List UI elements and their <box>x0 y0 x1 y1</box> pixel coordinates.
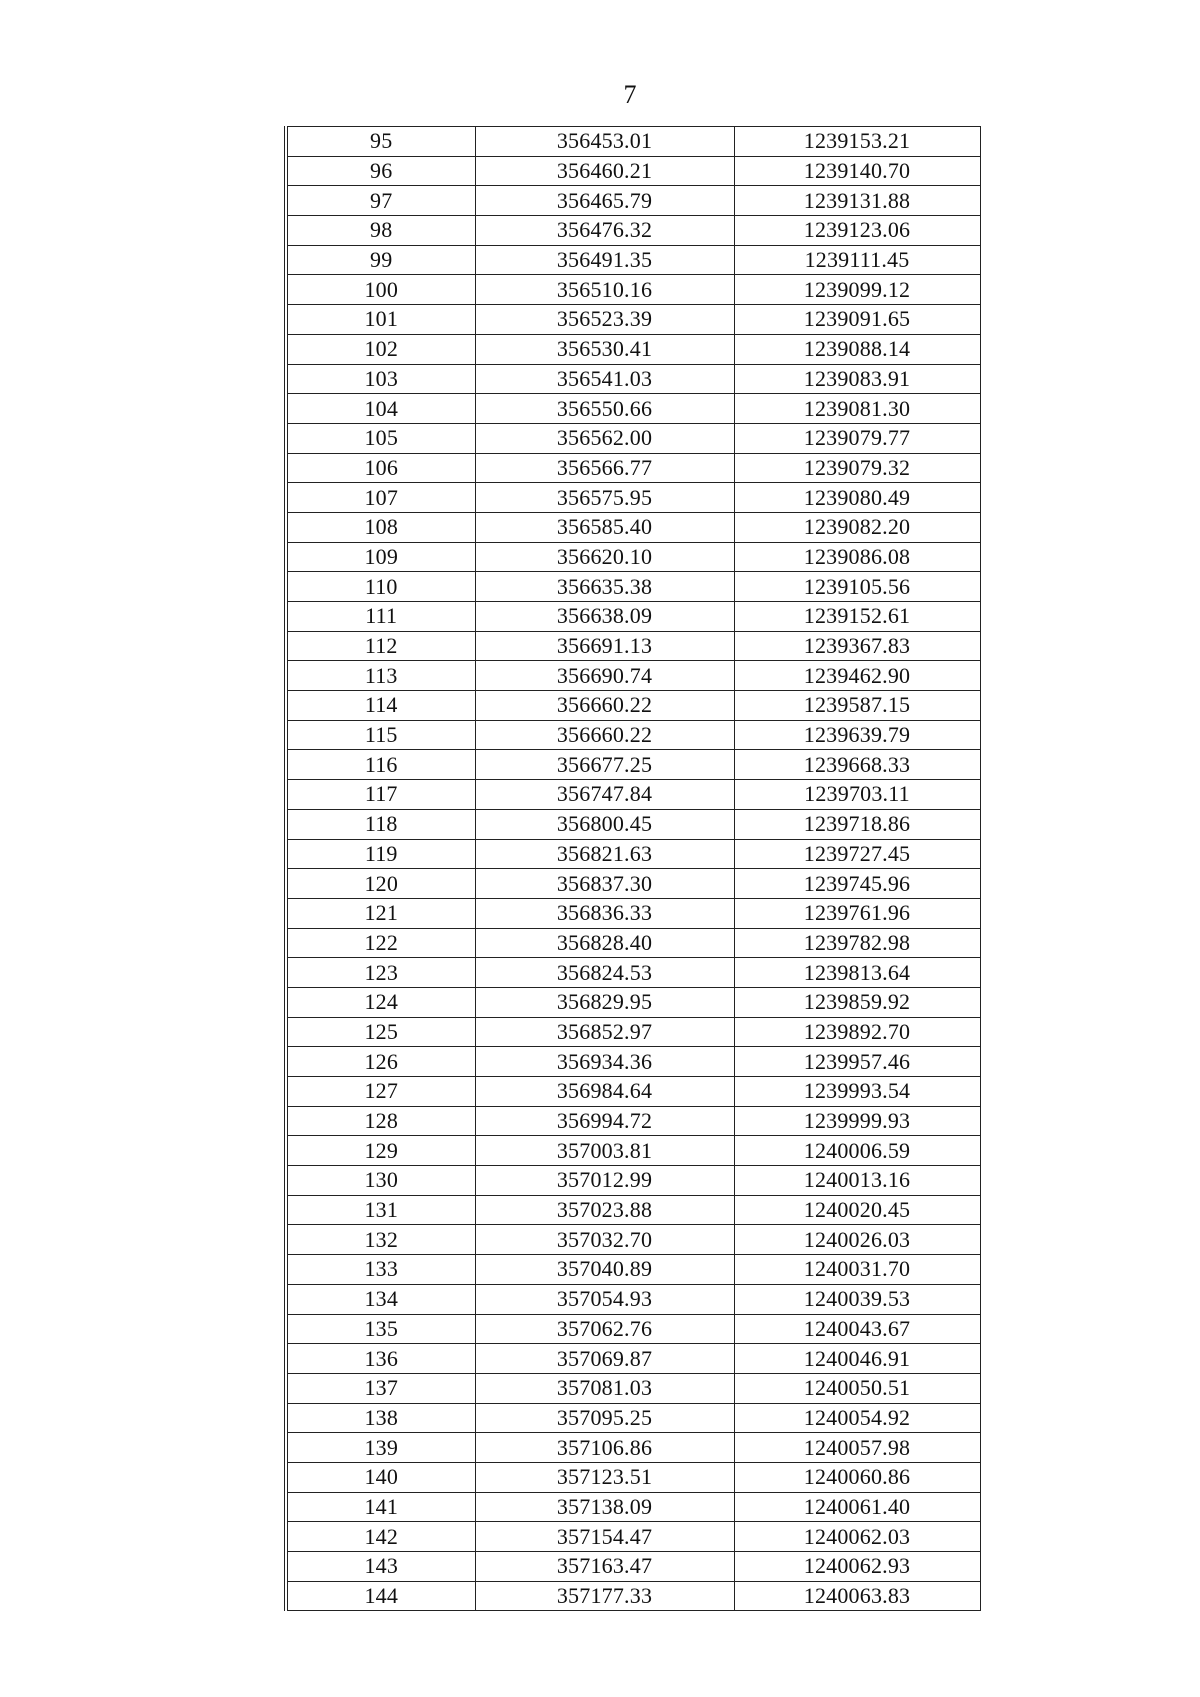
y-coordinate-cell: 1239999.93 <box>734 1106 980 1136</box>
table-row <box>286 1552 980 1582</box>
point-number-cell: 110 <box>286 572 475 602</box>
x-coordinate-cell: 356460.21 <box>475 156 734 186</box>
y-coordinate-cell: 1240063.83 <box>734 1581 980 1611</box>
y-coordinate-cell: 1239152.61 <box>734 602 980 632</box>
table-row <box>286 1047 980 1077</box>
y-coordinate-cell: 1240062.03 <box>734 1522 980 1552</box>
point-number-cell: 119 <box>286 839 475 869</box>
table-row <box>286 1195 980 1225</box>
y-coordinate-cell: 1240046.91 <box>734 1344 980 1374</box>
point-number-cell: 122 <box>286 928 475 958</box>
table-row <box>286 186 980 216</box>
table-row <box>286 839 980 869</box>
y-coordinate-cell: 1239153.21 <box>734 127 980 157</box>
table-row <box>286 1433 980 1463</box>
table-row <box>286 156 980 186</box>
point-number-cell: 101 <box>286 305 475 335</box>
y-coordinate-cell: 1240031.70 <box>734 1255 980 1285</box>
y-coordinate-cell: 1239993.54 <box>734 1077 980 1107</box>
x-coordinate-cell: 356541.03 <box>475 364 734 394</box>
point-number-cell: 97 <box>286 186 475 216</box>
x-coordinate-cell: 356465.79 <box>475 186 734 216</box>
table-row <box>286 631 980 661</box>
x-coordinate-cell: 356677.25 <box>475 750 734 780</box>
x-coordinate-cell: 356829.95 <box>475 987 734 1017</box>
x-coordinate-cell: 356994.72 <box>475 1106 734 1136</box>
point-number-cell: 99 <box>286 245 475 275</box>
x-coordinate-cell: 356635.38 <box>475 572 734 602</box>
y-coordinate-cell: 1239083.91 <box>734 364 980 394</box>
y-coordinate-cell: 1239079.32 <box>734 453 980 483</box>
table-row <box>286 1077 980 1107</box>
point-number-cell: 140 <box>286 1462 475 1492</box>
x-coordinate-cell: 356530.41 <box>475 334 734 364</box>
point-number-cell: 118 <box>286 809 475 839</box>
point-number-cell: 113 <box>286 661 475 691</box>
point-number-cell: 123 <box>286 958 475 988</box>
y-coordinate-cell: 1239079.77 <box>734 423 980 453</box>
x-coordinate-cell: 357069.87 <box>475 1344 734 1374</box>
x-coordinate-cell: 356585.40 <box>475 512 734 542</box>
table-row <box>286 602 980 632</box>
table-row <box>286 572 980 602</box>
table-row <box>286 483 980 513</box>
point-number-cell: 103 <box>286 364 475 394</box>
y-coordinate-cell: 1239088.14 <box>734 334 980 364</box>
x-coordinate-cell: 356824.53 <box>475 958 734 988</box>
point-number-cell: 106 <box>286 453 475 483</box>
table-row <box>286 1166 980 1196</box>
point-number-cell: 135 <box>286 1314 475 1344</box>
table-row <box>286 1106 980 1136</box>
y-coordinate-cell: 1239082.20 <box>734 512 980 542</box>
y-coordinate-cell: 1239086.08 <box>734 542 980 572</box>
point-number-cell: 126 <box>286 1047 475 1077</box>
point-number-cell: 120 <box>286 869 475 899</box>
table-row <box>286 216 980 246</box>
point-number-cell: 136 <box>286 1344 475 1374</box>
page-number: 7 <box>623 80 637 109</box>
x-coordinate-cell: 357054.93 <box>475 1284 734 1314</box>
point-number-cell: 102 <box>286 334 475 364</box>
point-number-cell: 104 <box>286 394 475 424</box>
table-row <box>286 334 980 364</box>
y-coordinate-cell: 1239587.15 <box>734 691 980 721</box>
y-coordinate-cell: 1240020.45 <box>734 1195 980 1225</box>
x-coordinate-cell: 357023.88 <box>475 1195 734 1225</box>
x-coordinate-cell: 356837.30 <box>475 869 734 899</box>
x-coordinate-cell: 356934.36 <box>475 1047 734 1077</box>
point-number-cell: 115 <box>286 720 475 750</box>
y-coordinate-cell: 1240006.59 <box>734 1136 980 1166</box>
x-coordinate-cell: 356550.66 <box>475 394 734 424</box>
table-row <box>286 245 980 275</box>
y-coordinate-cell: 1240054.92 <box>734 1403 980 1433</box>
y-coordinate-cell: 1239105.56 <box>734 572 980 602</box>
y-coordinate-cell: 1239745.96 <box>734 869 980 899</box>
table-row <box>286 1017 980 1047</box>
x-coordinate-cell: 356638.09 <box>475 602 734 632</box>
x-coordinate-cell: 356562.00 <box>475 423 734 453</box>
table-row <box>286 1284 980 1314</box>
x-coordinate-cell: 356660.22 <box>475 691 734 721</box>
y-coordinate-cell: 1239462.90 <box>734 661 980 691</box>
point-number-cell: 142 <box>286 1522 475 1552</box>
point-number-cell: 137 <box>286 1373 475 1403</box>
y-coordinate-cell: 1240039.53 <box>734 1284 980 1314</box>
table-row <box>286 720 980 750</box>
point-number-cell: 139 <box>286 1433 475 1463</box>
point-number-cell: 116 <box>286 750 475 780</box>
table-row <box>286 364 980 394</box>
point-number-cell: 144 <box>286 1581 475 1611</box>
x-coordinate-cell: 356491.35 <box>475 245 734 275</box>
point-number-cell: 112 <box>286 631 475 661</box>
x-coordinate-cell: 356476.32 <box>475 216 734 246</box>
point-number-cell: 124 <box>286 987 475 1017</box>
point-number-cell: 129 <box>286 1136 475 1166</box>
y-coordinate-cell: 1239367.83 <box>734 631 980 661</box>
y-coordinate-cell: 1239111.45 <box>734 245 980 275</box>
table-row <box>286 958 980 988</box>
point-number-cell: 95 <box>286 127 475 157</box>
point-number-cell: 141 <box>286 1492 475 1522</box>
y-coordinate-cell: 1239727.45 <box>734 839 980 869</box>
y-coordinate-cell: 1240043.67 <box>734 1314 980 1344</box>
point-number-cell: 108 <box>286 512 475 542</box>
y-coordinate-cell: 1239081.30 <box>734 394 980 424</box>
table-row <box>286 127 980 157</box>
point-number-cell: 134 <box>286 1284 475 1314</box>
x-coordinate-cell: 356852.97 <box>475 1017 734 1047</box>
y-coordinate-cell: 1239091.65 <box>734 305 980 335</box>
table-row <box>286 1522 980 1552</box>
y-coordinate-cell: 1239782.98 <box>734 928 980 958</box>
x-coordinate-cell: 357081.03 <box>475 1373 734 1403</box>
table-row <box>286 542 980 572</box>
x-coordinate-cell: 356453.01 <box>475 127 734 157</box>
y-coordinate-cell: 1239718.86 <box>734 809 980 839</box>
x-coordinate-cell: 356690.74 <box>475 661 734 691</box>
point-number-cell: 121 <box>286 898 475 928</box>
table-row <box>286 987 980 1017</box>
x-coordinate-cell: 356821.63 <box>475 839 734 869</box>
table-row <box>286 275 980 305</box>
table-row <box>286 1373 980 1403</box>
table-row <box>286 661 980 691</box>
x-coordinate-cell: 356566.77 <box>475 453 734 483</box>
y-coordinate-cell: 1240013.16 <box>734 1166 980 1196</box>
point-number-cell: 98 <box>286 216 475 246</box>
y-coordinate-cell: 1239761.96 <box>734 898 980 928</box>
table-row <box>286 512 980 542</box>
point-number-cell: 133 <box>286 1255 475 1285</box>
x-coordinate-cell: 357163.47 <box>475 1552 734 1582</box>
y-coordinate-cell: 1239892.70 <box>734 1017 980 1047</box>
x-coordinate-cell: 357040.89 <box>475 1255 734 1285</box>
point-number-cell: 131 <box>286 1195 475 1225</box>
table-row <box>286 1403 980 1433</box>
y-coordinate-cell: 1239140.70 <box>734 156 980 186</box>
point-number-cell: 114 <box>286 691 475 721</box>
y-coordinate-cell: 1239668.33 <box>734 750 980 780</box>
x-coordinate-cell: 357095.25 <box>475 1403 734 1433</box>
table-row <box>286 691 980 721</box>
point-number-cell: 111 <box>286 602 475 632</box>
x-coordinate-cell: 356691.13 <box>475 631 734 661</box>
y-coordinate-cell: 1239957.46 <box>734 1047 980 1077</box>
y-coordinate-cell: 1239123.06 <box>734 216 980 246</box>
x-coordinate-cell: 356836.33 <box>475 898 734 928</box>
point-number-cell: 132 <box>286 1225 475 1255</box>
table-row <box>286 898 980 928</box>
y-coordinate-cell: 1240026.03 <box>734 1225 980 1255</box>
point-number-cell: 107 <box>286 483 475 513</box>
y-coordinate-cell: 1240050.51 <box>734 1373 980 1403</box>
y-coordinate-cell: 1239639.79 <box>734 720 980 750</box>
x-coordinate-cell: 356660.22 <box>475 720 734 750</box>
x-coordinate-cell: 356747.84 <box>475 780 734 810</box>
y-coordinate-cell: 1240061.40 <box>734 1492 980 1522</box>
point-number-cell: 96 <box>286 156 475 186</box>
y-coordinate-cell: 1239131.88 <box>734 186 980 216</box>
point-number-cell: 100 <box>286 275 475 305</box>
x-coordinate-cell: 356800.45 <box>475 809 734 839</box>
x-coordinate-cell: 357177.33 <box>475 1581 734 1611</box>
y-coordinate-cell: 1239813.64 <box>734 958 980 988</box>
table-row <box>286 1255 980 1285</box>
point-number-cell: 130 <box>286 1166 475 1196</box>
x-coordinate-cell: 357106.86 <box>475 1433 734 1463</box>
point-number-cell: 143 <box>286 1552 475 1582</box>
y-coordinate-cell: 1240062.93 <box>734 1552 980 1582</box>
x-coordinate-cell: 357032.70 <box>475 1225 734 1255</box>
x-coordinate-cell: 356575.95 <box>475 483 734 513</box>
coordinates-table <box>284 126 981 1611</box>
point-number-cell: 105 <box>286 423 475 453</box>
x-coordinate-cell: 357012.99 <box>475 1166 734 1196</box>
x-coordinate-cell: 356620.10 <box>475 542 734 572</box>
x-coordinate-cell: 356984.64 <box>475 1077 734 1107</box>
table-row <box>286 1344 980 1374</box>
x-coordinate-cell: 356828.40 <box>475 928 734 958</box>
table-row <box>286 1314 980 1344</box>
x-coordinate-cell: 356523.39 <box>475 305 734 335</box>
y-coordinate-cell: 1239859.92 <box>734 987 980 1017</box>
y-coordinate-cell: 1240057.98 <box>734 1433 980 1463</box>
table-row <box>286 869 980 899</box>
y-coordinate-cell: 1239703.11 <box>734 780 980 810</box>
y-coordinate-cell: 1239080.49 <box>734 483 980 513</box>
x-coordinate-cell: 357062.76 <box>475 1314 734 1344</box>
x-coordinate-cell: 357003.81 <box>475 1136 734 1166</box>
table-row <box>286 750 980 780</box>
table-row <box>286 1136 980 1166</box>
table-row <box>286 423 980 453</box>
point-number-cell: 128 <box>286 1106 475 1136</box>
point-number-cell: 138 <box>286 1403 475 1433</box>
table-row <box>286 780 980 810</box>
coordinates-table-body <box>286 127 980 1611</box>
table-row <box>286 1462 980 1492</box>
x-coordinate-cell: 356510.16 <box>475 275 734 305</box>
point-number-cell: 125 <box>286 1017 475 1047</box>
point-number-cell: 109 <box>286 542 475 572</box>
table-row <box>286 453 980 483</box>
table-row <box>286 394 980 424</box>
x-coordinate-cell: 357138.09 <box>475 1492 734 1522</box>
point-number-cell: 117 <box>286 780 475 810</box>
x-coordinate-cell: 357123.51 <box>475 1462 734 1492</box>
y-coordinate-cell: 1239099.12 <box>734 275 980 305</box>
x-coordinate-cell: 357154.47 <box>475 1522 734 1552</box>
point-number-cell: 127 <box>286 1077 475 1107</box>
table-row <box>286 1581 980 1611</box>
table-row <box>286 1492 980 1522</box>
table-row <box>286 1225 980 1255</box>
y-coordinate-cell: 1240060.86 <box>734 1462 980 1492</box>
table-row <box>286 809 980 839</box>
table-row <box>286 928 980 958</box>
table-row <box>286 305 980 335</box>
